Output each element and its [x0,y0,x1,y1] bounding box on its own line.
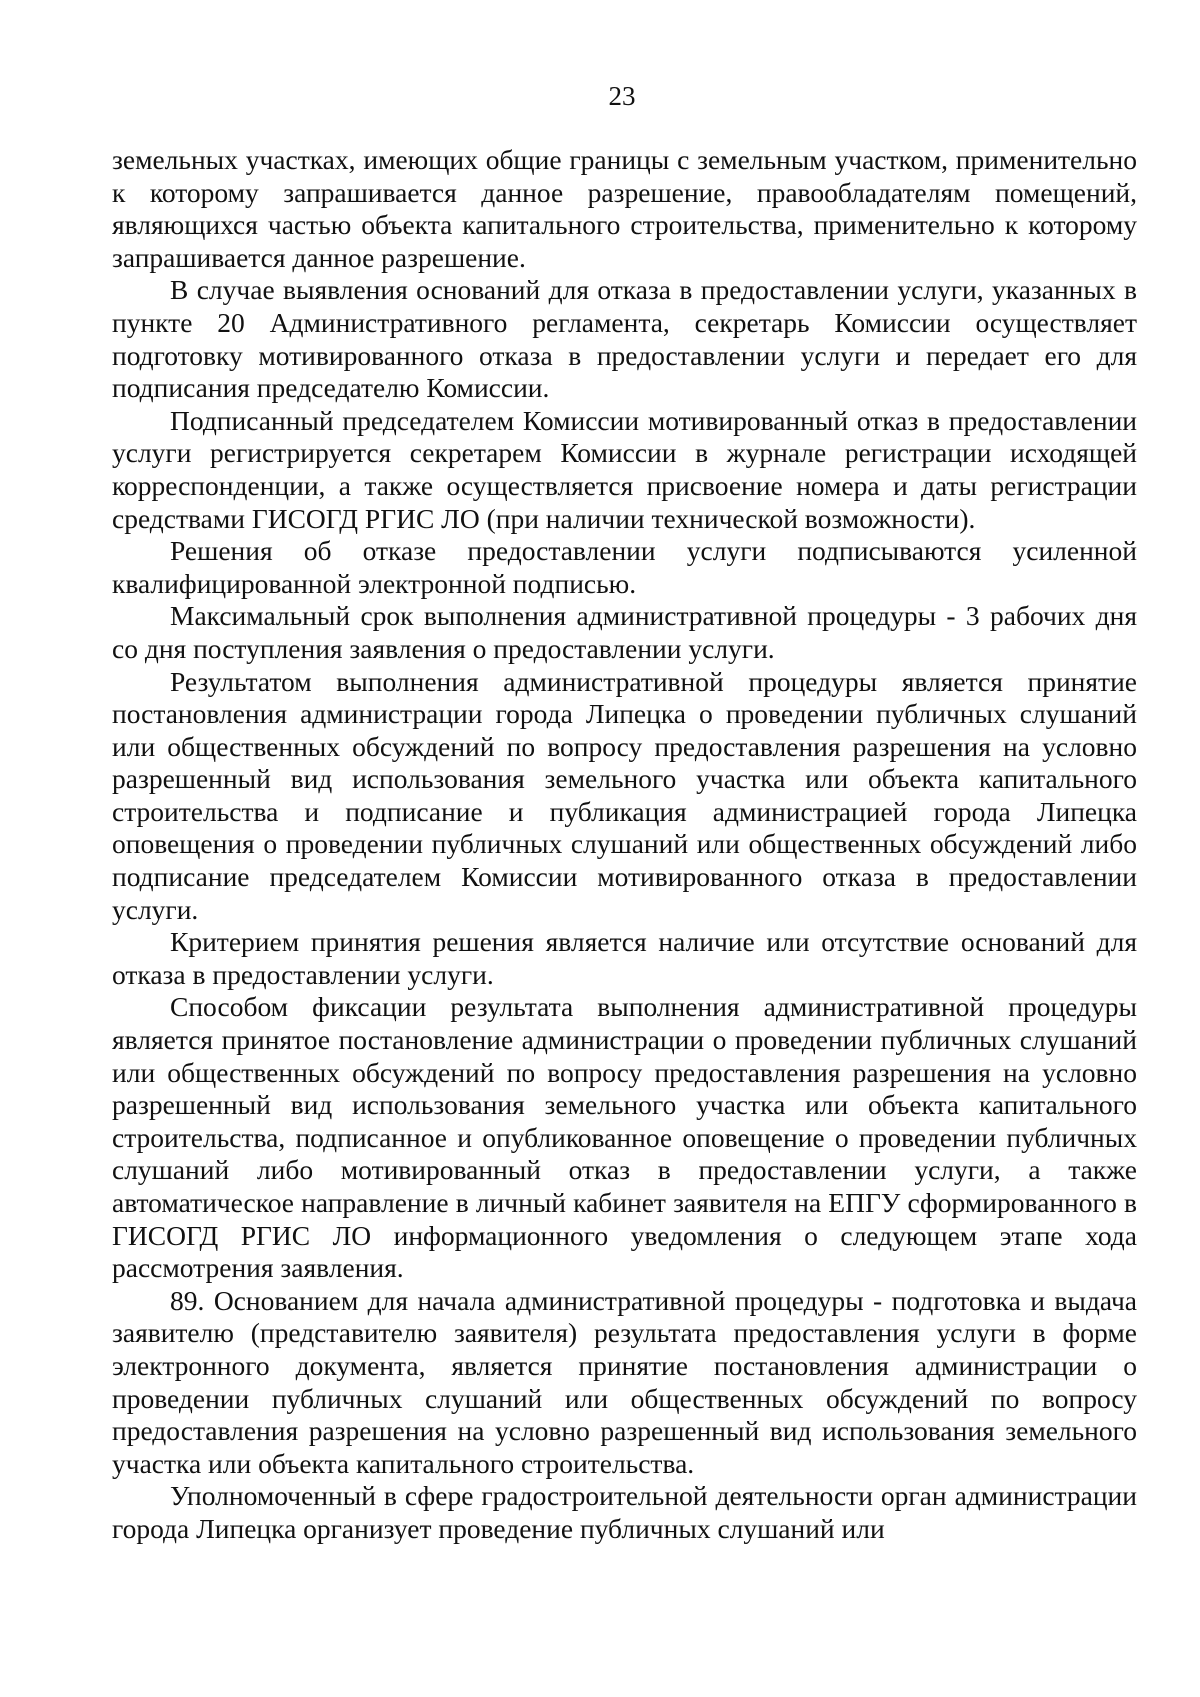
document-body [112,144,1137,1546]
paragraph: Решения об отказе предоставлении услуги подписываются усиленной квалифицированной электронной подписью. [112,535,1137,599]
paragraph: Критерием принятия решения является наличие или отсутствие оснований для отказа в предоставлении услуги. [112,926,1137,990]
paragraph: Максимальный срок выполнения административной процедуры - 3 рабочих дня со дня поступления заявления о предоставлении услуги. [112,600,1137,664]
paragraph: Уполномоченный в сфере градостроительной деятельности орган администрации города Липецка организует проведение публичных слушаний или [112,1480,1137,1544]
paragraph: Подписанный председателем Комиссии мотивированный отказ в предоставлении услуги регистрируется секретарем Комиссии в журнале регистрации исходящей корреспонденции, а также осуществляется присвоение номера и даты регистрации средствами ГИСОГД РГИС ЛО (при наличии технической возможности). [112,404,1137,534]
page-number: 23 [608,81,636,111]
paragraph: Способом фиксации результата выполнения административной процедуры является принятое постановление администрации о проведении публичных слушаний или общественных обсуждений по вопросу предоставления разрешения на условно разрешенный вид использования земельного участка или объекта капитального строительства, подписанное и опубликованное оповещение о проведении публичных слушаний либо мотивированный отказ в предоставлении услуги, а также автоматическое направление в личный кабинет заявителя на ЕПГУ сформированного в ГИСОГД РГИС ЛО информационного уведомления о следующем этапе хода рассмотрения заявления. [112,991,1137,1284]
paragraph-89: 89. Основанием для начала административной процедуры - подготовка и выдача заявителю (представителю заявителя) результата предоставления услуги в форме электронного документа, является принятие постановления администрации о проведении публичных слушаний или общественных обсуждений по вопросу предоставления разрешения на условно разрешенный вид использования земельного участка или объекта капитального строительства. [112,1284,1137,1479]
paragraph-continuation: земельных участках, имеющих общие границы с земельным участком, применительно к которому запрашивается данное разрешение, правообладателям помещений, являющихся частью объекта капитального строительства, применительно к которому запрашивается данное разрешение. [112,144,1137,273]
paragraph: В случае выявления оснований для отказа в предоставлении услуги, указанных в пункте 20 Административного регламента, секретарь Комиссии осуществляет подготовку мотивированного отказа в предоставлении услуги и передает его для подписания председателю Комиссии. [112,274,1137,404]
paragraph: Результатом выполнения административной процедуры является принятие постановления администрации города Липецка о проведении публичных слушаний или общественных обсуждений по вопросу предоставления разрешения на условно разрешенный вид использования земельного участка или объекта капитального строительства и подписание и публикация администрацией города Липецка оповещения о проведении публичных слушаний или общественных обсуждений либо подписание председателем Комиссии мотивированного отказа в предоставлении услуги. [112,665,1137,925]
